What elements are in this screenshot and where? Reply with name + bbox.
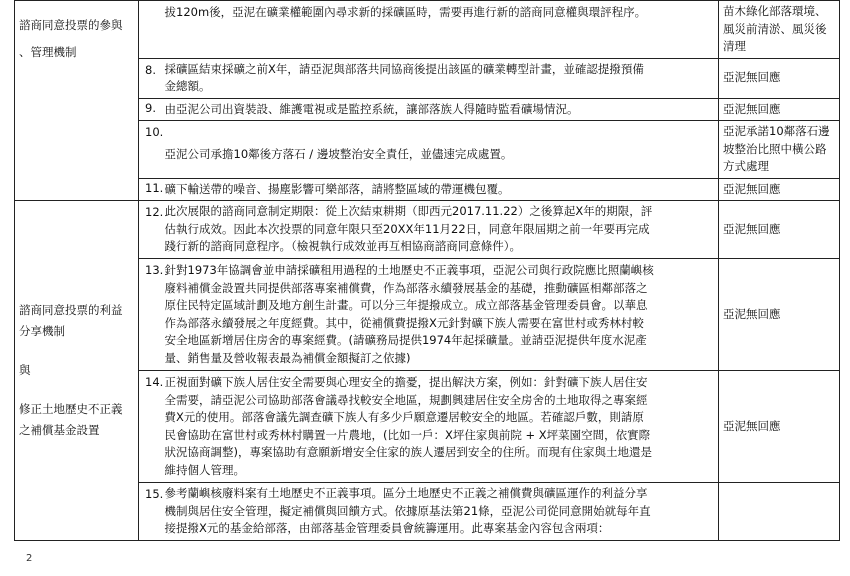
content-line: 礦下輸送帶的噪音、揚塵影響可樂部落，請將整區域的帶運機包覆。 (164, 181, 510, 196)
content-line: 全需要，請亞泥公司協助部落會議尋找較安全地區，規劃興建居住安全房舍的土地取得之專案經 (164, 392, 648, 407)
content-line: 由亞泥公司出資裝設、維護電視或是監控系統，讓部落族人得隨時監看礦場情況。 (164, 101, 579, 116)
content-line: 費X元的使用。部落會議先調查礦下族人有多少戶願意遷居較安全的地區。若確認戶數，則請原 (164, 410, 644, 424)
row-number: 15. (139, 483, 163, 541)
content-line: 正視面對礦下族人居住安全需要與心理安全的擔憂，提出解決方案，例如：針對礦下族人居住安 (164, 375, 648, 389)
section-header-benefit-sharing (15, 201, 139, 541)
content-line: 亞泥公司承擔10鄰後方落石 / 邊坡整治安全責任，並儘速完成處置。 (164, 146, 513, 161)
response-line: 亞泥無回應 (723, 101, 781, 116)
content-line: 維持個人管理。 (164, 462, 245, 477)
row-number: 11. (139, 178, 163, 201)
table-row (15, 178, 840, 201)
company-response (719, 1, 840, 59)
table-row (15, 483, 840, 541)
content-line: 狀況協商調整)，專案協助有意願新增安全住家的族人遷居到安全的住所。而現有住家與土地還是 (164, 445, 652, 459)
company-response (719, 201, 840, 259)
response-line: 亞泥無回應 (723, 70, 781, 85)
company-response (719, 178, 840, 201)
content-line: 機制與居住安全管理，擬定補償與回饋方式。依據原基法第21條，亞泥公司從同意開始就每年直 (164, 503, 651, 518)
response-line: 方式處理 (723, 159, 769, 173)
row-content (163, 58, 719, 98)
content-line: 安全地區新增居住房舍的專案經費。(請礦務局提供1974年起採礦量。並請亞泥提供年度水泥產 (164, 333, 647, 347)
section-title-line: 修正土地歷史不正義 (19, 402, 123, 416)
row-number: 10. (139, 121, 163, 179)
row-number: 12. (139, 201, 163, 259)
row-content (163, 178, 719, 201)
section-title-line: 、管理機制 (19, 45, 77, 59)
row-content (163, 121, 719, 179)
content-line: 估執行成效。因此本次投票的同意年限只至20XX年11月22日，同意年限屆期之前一年要再完成 (164, 221, 650, 236)
table-row (15, 259, 840, 371)
row-content (163, 201, 719, 259)
company-response (719, 371, 840, 483)
content-line: 量、銷售量及營收報表最為補償金額擬訂之依據) (164, 350, 411, 365)
section-title-line: 諮商同意投票的利益 (19, 303, 123, 317)
row-content (163, 259, 719, 371)
row-content (163, 371, 719, 483)
content-line: 參考蘭嶼核廢料案有土地歷史不正義事項。區分土地歷史不正義之補償費與礦區運作的利益分享 (164, 486, 648, 501)
content-line: 金總額。 (164, 79, 211, 93)
content-line: 踐行新的諮商同意程序。（檢視執行成效並再互相協商諮商同意條件）。 (164, 239, 521, 254)
company-response (719, 98, 840, 121)
row-content (163, 98, 719, 121)
section-title-line: 與 (19, 363, 31, 377)
content-line: 作為部落永續發展之年度經費。其中，從補償費提撥X元針對礦下族人需要在富世村或秀林村較 (164, 315, 644, 330)
content-line: 民會協助在富世村或秀林村購置一片農地，(比如一戶：X坪住家與前院 + X坪菜園空間，依實際 (164, 427, 651, 442)
section-header-participation (15, 1, 139, 201)
table-row (15, 1, 840, 59)
content-line: 針對1973年協調會並申請採礦租用過程的土地歷史不正義事項，亞泥公司與行政院應比照蘭嶼核 (164, 263, 654, 277)
section-title-line: 分享機制 (19, 324, 65, 338)
section-title-line: 諮商同意投票的參與 (19, 18, 123, 32)
company-response (719, 483, 840, 541)
section-title-line: 之補償基金設置 (19, 423, 100, 437)
content-line: 採礦區結束採礦之前X年，請亞泥與部落共同協商後提出該區的礦業轉型計畫，並確認提撥預備 (164, 61, 644, 76)
response-line: 亞泥無回應 (723, 221, 781, 236)
page-number: 2 (26, 553, 33, 564)
row-content (163, 483, 719, 541)
response-line: 苗木綠化部落環境、 (723, 4, 827, 18)
table-row (15, 121, 840, 179)
content-line: 接提撥X元的基金給部落，由部落基金管理委員會統籌運用。此專案基金內容包含兩項： (164, 521, 610, 536)
response-line: 風災前清淤、風災後 (723, 21, 827, 36)
row-number: 14. (139, 371, 163, 483)
row-content (163, 1, 719, 59)
company-response (719, 121, 840, 179)
content-line: 廢料補償金設置共同提供部落專案補償費，作為部落永續發展基金的基礎，推動礦區相鄰部落之 (164, 280, 648, 295)
table-row (15, 98, 840, 121)
table-row (15, 201, 840, 259)
content-line: 拔120m後，亞泥在礦業權範圍內尋求新的採礦區時，需要再進行新的諮商同意權與環評程序。 (164, 5, 647, 19)
table-row (15, 371, 840, 483)
response-line: 亞泥無回應 (723, 306, 781, 321)
company-response (719, 58, 840, 98)
row-number: 9. (139, 98, 163, 121)
response-line: 亞泥無回應 (723, 181, 781, 196)
row-number (139, 1, 163, 59)
response-line: 亞泥承諾10鄰落石邊 (723, 124, 830, 138)
row-number: 13. (139, 259, 163, 371)
company-response (719, 259, 840, 371)
response-line: 亞泥無回應 (723, 418, 781, 433)
content-line: 此次展限的諮商同意制定期限：從上次結束耕期（即西元2017.11.22）之後算起X年的期限，評 (164, 204, 653, 219)
table-row (15, 58, 840, 98)
response-line: 清理 (723, 39, 746, 53)
content-line: 原住民特定區域計劃及地方創生計畫。可以分三年提撥成立。成立部落基金管理委員會。以華息 (164, 298, 648, 312)
response-line: 坡整治比照中橫公路 (723, 141, 827, 156)
row-number: 8. (139, 58, 163, 98)
consultation-table (14, 0, 840, 541)
